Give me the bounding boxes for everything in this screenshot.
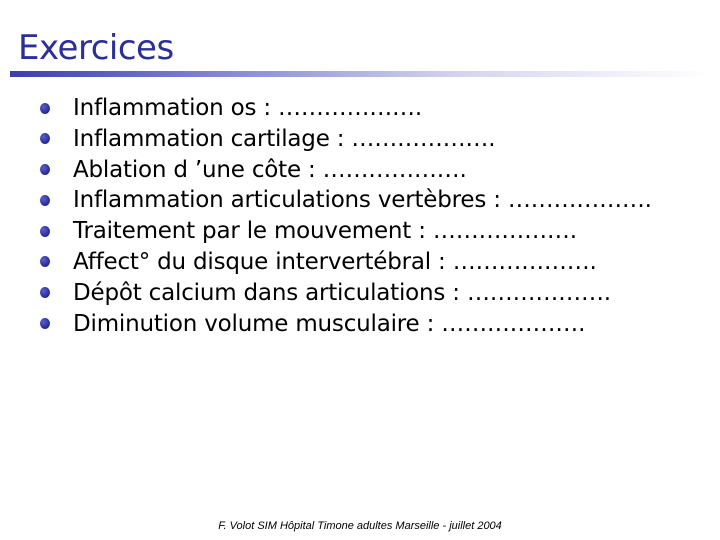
list-item-text: Inflammation articulations vertèbres : ……………….	[73, 187, 652, 214]
title-divider	[10, 71, 710, 77]
list-item	[40, 155, 652, 185]
list-item-text: Affect° du disque intervertébral : ……………….	[73, 248, 597, 275]
bullet-dot-icon	[40, 164, 50, 175]
slide-title: Exercices	[18, 28, 174, 68]
list-item-text: Dépôt calcium dans articulations : ……………….	[73, 279, 611, 306]
list-item	[40, 309, 652, 339]
list-item	[40, 93, 652, 123]
list-item	[40, 124, 652, 154]
bullet-dot-icon	[40, 256, 50, 267]
list-item	[40, 247, 652, 277]
slide-footer: F. Volot SIM Hôpital Timone adultes Marseille - juillet 2004	[218, 520, 502, 532]
bullet-dot-icon	[40, 226, 50, 237]
exercise-list	[40, 93, 652, 339]
list-item-text: Inflammation cartilage : ……………….	[73, 125, 496, 152]
list-item	[40, 216, 652, 246]
bullet-dot-icon	[40, 103, 50, 114]
bullet-dot-icon	[40, 195, 50, 206]
bullet-dot-icon	[40, 133, 50, 144]
list-item-text: Diminution volume musculaire : ……………….	[73, 310, 586, 337]
list-item-text: Inflammation os : ……………….	[73, 95, 422, 121]
list-item-text: Traitement par le mouvement : ……………….	[73, 218, 577, 245]
list-item-text: Ablation d ’une côte : ……………….	[73, 156, 467, 183]
bullet-dot-icon	[40, 318, 50, 329]
bullet-dot-icon	[40, 287, 50, 298]
list-item	[40, 278, 652, 308]
list-item	[40, 185, 652, 215]
